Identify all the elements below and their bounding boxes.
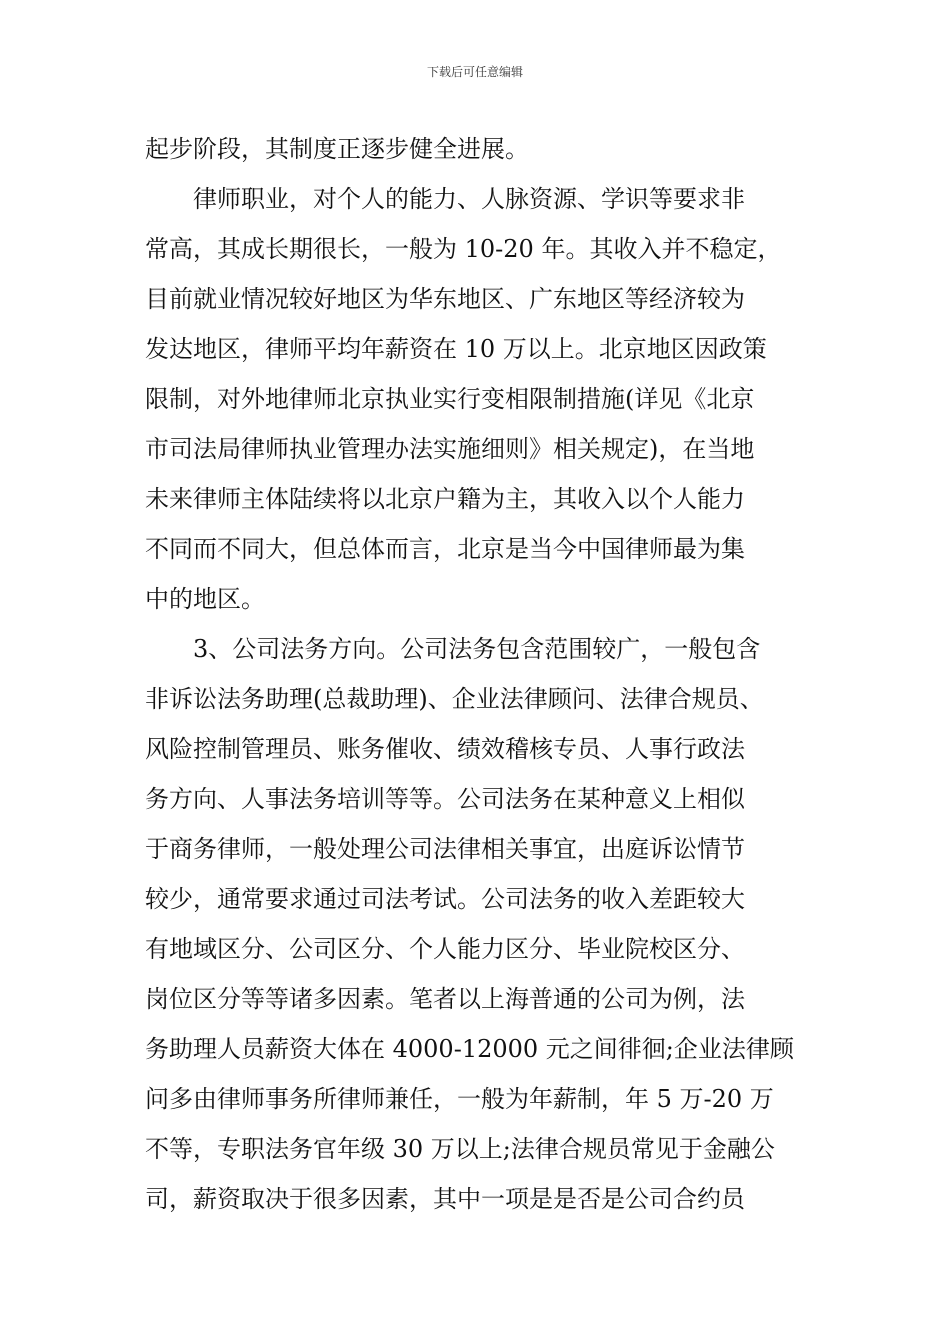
text-line: 不同而不同大，但总体而言，北京是当今中国律师最为集 — [145, 535, 745, 563]
text-line: 未来律师主体陆续将以北京户籍为主，其收入以个人能力 — [145, 485, 745, 513]
page-header: 下载后可任意编辑 — [426, 65, 523, 79]
text-line: 目前就业情况较好地区为华东地区、广东地区等经济较为 — [145, 285, 745, 313]
text-line: 限制，对外地律师北京执业实行变相限制措施(详见《北京 — [145, 385, 755, 413]
text-line: 非诉讼法务助理(总裁助理)、企业法律顾问、法律合规员、 — [145, 685, 764, 713]
text-line: 较少，通常要求通过司法考试。公司法务的收入差距较大 — [145, 885, 745, 913]
text-line: 务方向、人事法务培训等等。公司法务在某种意义上相似 — [145, 785, 745, 813]
text-line: 务助理人员薪资大体在 4000-12000 元之间徘徊;企业法律顾 — [145, 1035, 794, 1063]
text-line: 3、公司法务方向。公司法务包含范围较广，一般包含 — [145, 635, 761, 663]
text-line: 有地域区分、公司区分、个人能力区分、毕业院校区分、 — [145, 935, 745, 963]
text-line: 风险控制管理员、账务催收、绩效稽核专员、人事行政法 — [145, 735, 745, 763]
text-line: 司，薪资取决于很多因素，其中一项是是否是公司合约员 — [145, 1185, 745, 1213]
document-body — [145, 124, 845, 1224]
text-line: 不等，专职法务官年级 30 万以上;法律合规员常见于金融公 — [145, 1135, 775, 1163]
text-line: 岗位区分等等诸多因素。笔者以上海普通的公司为例，法 — [145, 985, 745, 1013]
text-line: 常高，其成长期很长，一般为 10-20 年。其收入并不稳定， — [145, 235, 782, 263]
text-line: 发达地区，律师平均年薪资在 10 万以上。北京地区因政策 — [145, 335, 767, 363]
text-line: 中的地区。 — [145, 585, 265, 613]
text-line: 律师职业，对个人的能力、人脉资源、学识等要求非 — [145, 185, 745, 213]
text-line: 于商务律师，一般处理公司法律相关事宜，出庭诉讼情节 — [145, 835, 745, 863]
text-line: 市司法局律师执业管理办法实施细则》相关规定)，在当地 — [145, 435, 755, 463]
text-line: 起步阶段，其制度正逐步健全进展。 — [145, 135, 529, 163]
text-line: 问多由律师事务所律师兼任，一般为年薪制，年 5 万-20 万 — [145, 1085, 774, 1113]
